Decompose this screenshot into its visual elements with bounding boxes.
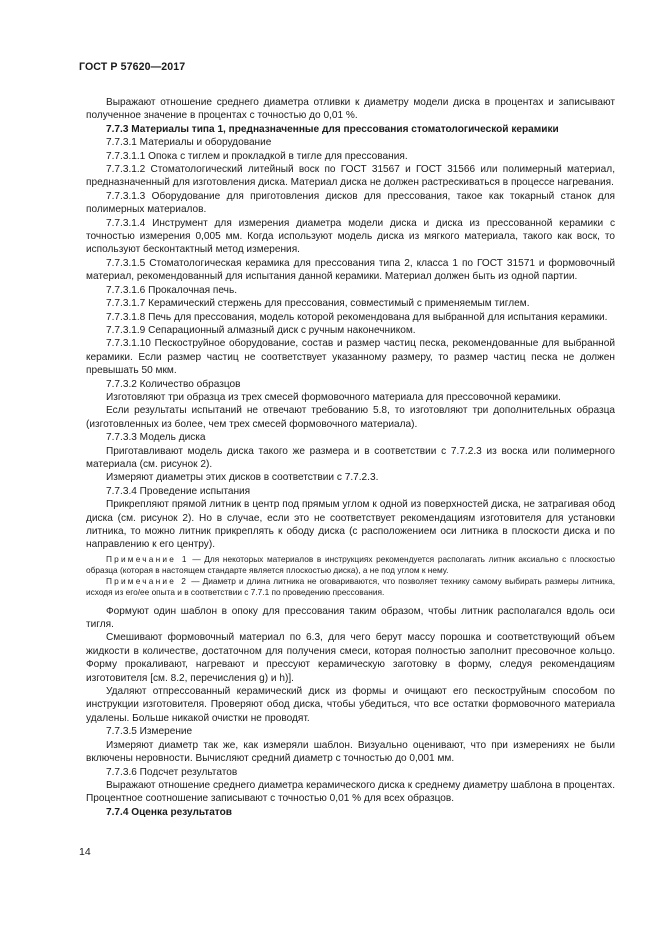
paragraph: 7.7.3.1.5 Стоматологическая керамика для прессования типа 2, класса 1 по ГОСТ 31571 и формовочный материал, рекомендованный для испытания данной керамики. Материал должен быть из одной партии. bbox=[86, 257, 615, 283]
section-heading: 7.7.3 Материалы типа 1, предназначенные для прессования стоматологической керамики bbox=[106, 123, 559, 135]
paragraph: Приготавливают модель диска такого же размера и в соответствии с 7.7.2.3 из воска или полимерного материала (см. рисунок 2). bbox=[86, 445, 615, 470]
paragraph: Измеряют диаметр так же, как измеряли шаблон. Визуально оценивают, что при измерениях не были включены неровности. Вычисляют средний диаметр с точностью до 0,001 мм. bbox=[86, 739, 615, 765]
subsection-heading: 7.7.3.2 Количество образцов bbox=[106, 378, 241, 390]
paragraph: 7.7.3.1.7 Керамический стержень для прессования, совместимый с применяемым тиглем. bbox=[106, 298, 530, 310]
document-header: ГОСТ Р 57620—2017 bbox=[79, 61, 186, 73]
subsection-heading: 7.7.3.6 Подсчет результатов bbox=[106, 766, 238, 778]
section-heading: 7.7.4 Оценка результатов bbox=[106, 806, 232, 818]
paragraph: 7.7.3.1.2 Стоматологический литейный воск по ГОСТ 31567 и ГОСТ 31566 или полимерный материал, предназначенный для изготовления диска. Материал диска не должен растрескиваться в процессе нагревания. bbox=[86, 164, 615, 189]
subsection-heading: 7.7.3.5 Измерение bbox=[106, 726, 193, 738]
paragraph: 7.7.3.1.9 Сепарационный алмазный диск с ручным наконечником. bbox=[106, 324, 416, 336]
page-number: 14 bbox=[79, 846, 91, 858]
paragraph: Изготовляют три образца из трех смесей формовочного материала для прессовочной керамики. bbox=[106, 391, 561, 403]
paragraph: 7.7.3.1.1 Опока с тиглем и прокладкой в тигле для прессования. bbox=[106, 150, 408, 162]
note-text: — Диаметр и длина литника не оговариваются, что позволяет технику самому выбирать размеры литника, исходя из его/ее опыта и в соответствии с 7.7.1 по проведению прессования. bbox=[86, 576, 616, 598]
paragraph: 7.7.3.1.3 Оборудование для приготовления дисков для прессования, такое как токарный станок для полимерных материалов. bbox=[86, 190, 615, 216]
paragraph: 7.7.3.1.6 Прокалочная печь. bbox=[106, 284, 238, 296]
subsection-heading: 7.7.3.3 Модель диска bbox=[106, 432, 206, 444]
paragraph: Выражают отношение среднего диаметра отливки к диаметру модели диска в процентах и записывают полученное значение в процентах с точностью до 0,01 %. bbox=[86, 97, 615, 122]
subsection-heading: 7.7.3.4 Проведение испытания bbox=[106, 485, 251, 497]
paragraph: Измеряют диаметры этих дисков в соответствии с 7.7.2.3. bbox=[106, 472, 379, 484]
note-text: — Для некоторых материалов в инструкциях рекомендуется располагать литник аксиально с плоскостью образца (которая в настоящем стандарте является плоскостью диска), а не под углом к нему. bbox=[86, 553, 615, 576]
paragraph: 7.7.3.1.4 Инструмент для измерения диаметра модели диска и диска из прессованной керамики с точностью измерения 0,005 мм. Когда используют модель диска из мягкого материала, такого как воск, то используют бесконтактный метод измерения. bbox=[86, 217, 615, 256]
paragraph: 7.7.3.1.8 Печь для прессования, модель которой рекомендована для выбранной для испытания керамики. bbox=[106, 311, 608, 323]
paragraph: Формуют один шаблон в опоку для прессования таким образом, чтобы литник располагался вдоль оси тигля. bbox=[86, 605, 615, 631]
note bbox=[86, 554, 615, 576]
document-body bbox=[86, 96, 615, 819]
subsection-heading: 7.7.3.1 Материалы и оборудование bbox=[106, 137, 272, 149]
note-label: Примечание 1 bbox=[106, 553, 189, 564]
paragraph: Прикрепляют прямой литник в центр под прямым углом к одной из поверхностей диска, не затрагивая обод диска (см. рисунок 2). Но в случае, если это не соответствует рекомендациям изготовителя для установки литника, то можно литник прикреплять к ободу диска (с расположением оси литника в плоскости диска и по направлению к его центру). bbox=[86, 499, 615, 551]
paragraph: Выражают отношение среднего диаметра керамического диска к среднему диаметру шаблона в процентах. Процентное соотношение записывают с точностью 0,01 % для всех образцов. bbox=[86, 779, 615, 805]
note bbox=[86, 576, 615, 598]
paragraph: Удаляют отпрессованный керамический диск из формы и очищают его пескоструйным способом по инструкции изготовителя. Проверяют обод диска, чтобы убедиться, что все остатки формовочного материала удалены. Больше никакой очистки не проводят. bbox=[86, 686, 615, 724]
paragraph: 7.7.3.1.10 Пескоструйное оборудование, состав и размер частиц песка, рекомендованные для выбранной керамики. Если размер частиц не соответствует указанному размеру, то размер частиц песка не должен превышать 50 мкм. bbox=[86, 338, 615, 377]
paragraph: Смешивают формовочный материал по 6.3, для чего берут массу порошка и соответствующий объем жидкости в количестве, достаточном для получения смеси, которая полностью заполнит пресовочное кольцо. Форму прокаливают, нагревают и прессуют керамическую заготовку в форму, следуя рекомендациям изготовителя [см. 8.2, перечисления g) и h)]. bbox=[86, 632, 615, 684]
paragraph: Если результаты испытаний не отвечают требованию 5.8, то изготовляют три дополнительных образца (изготовленных из более, чем трех смесей формовочного материала). bbox=[86, 405, 615, 430]
note-label: Примечание 2 bbox=[106, 576, 189, 587]
